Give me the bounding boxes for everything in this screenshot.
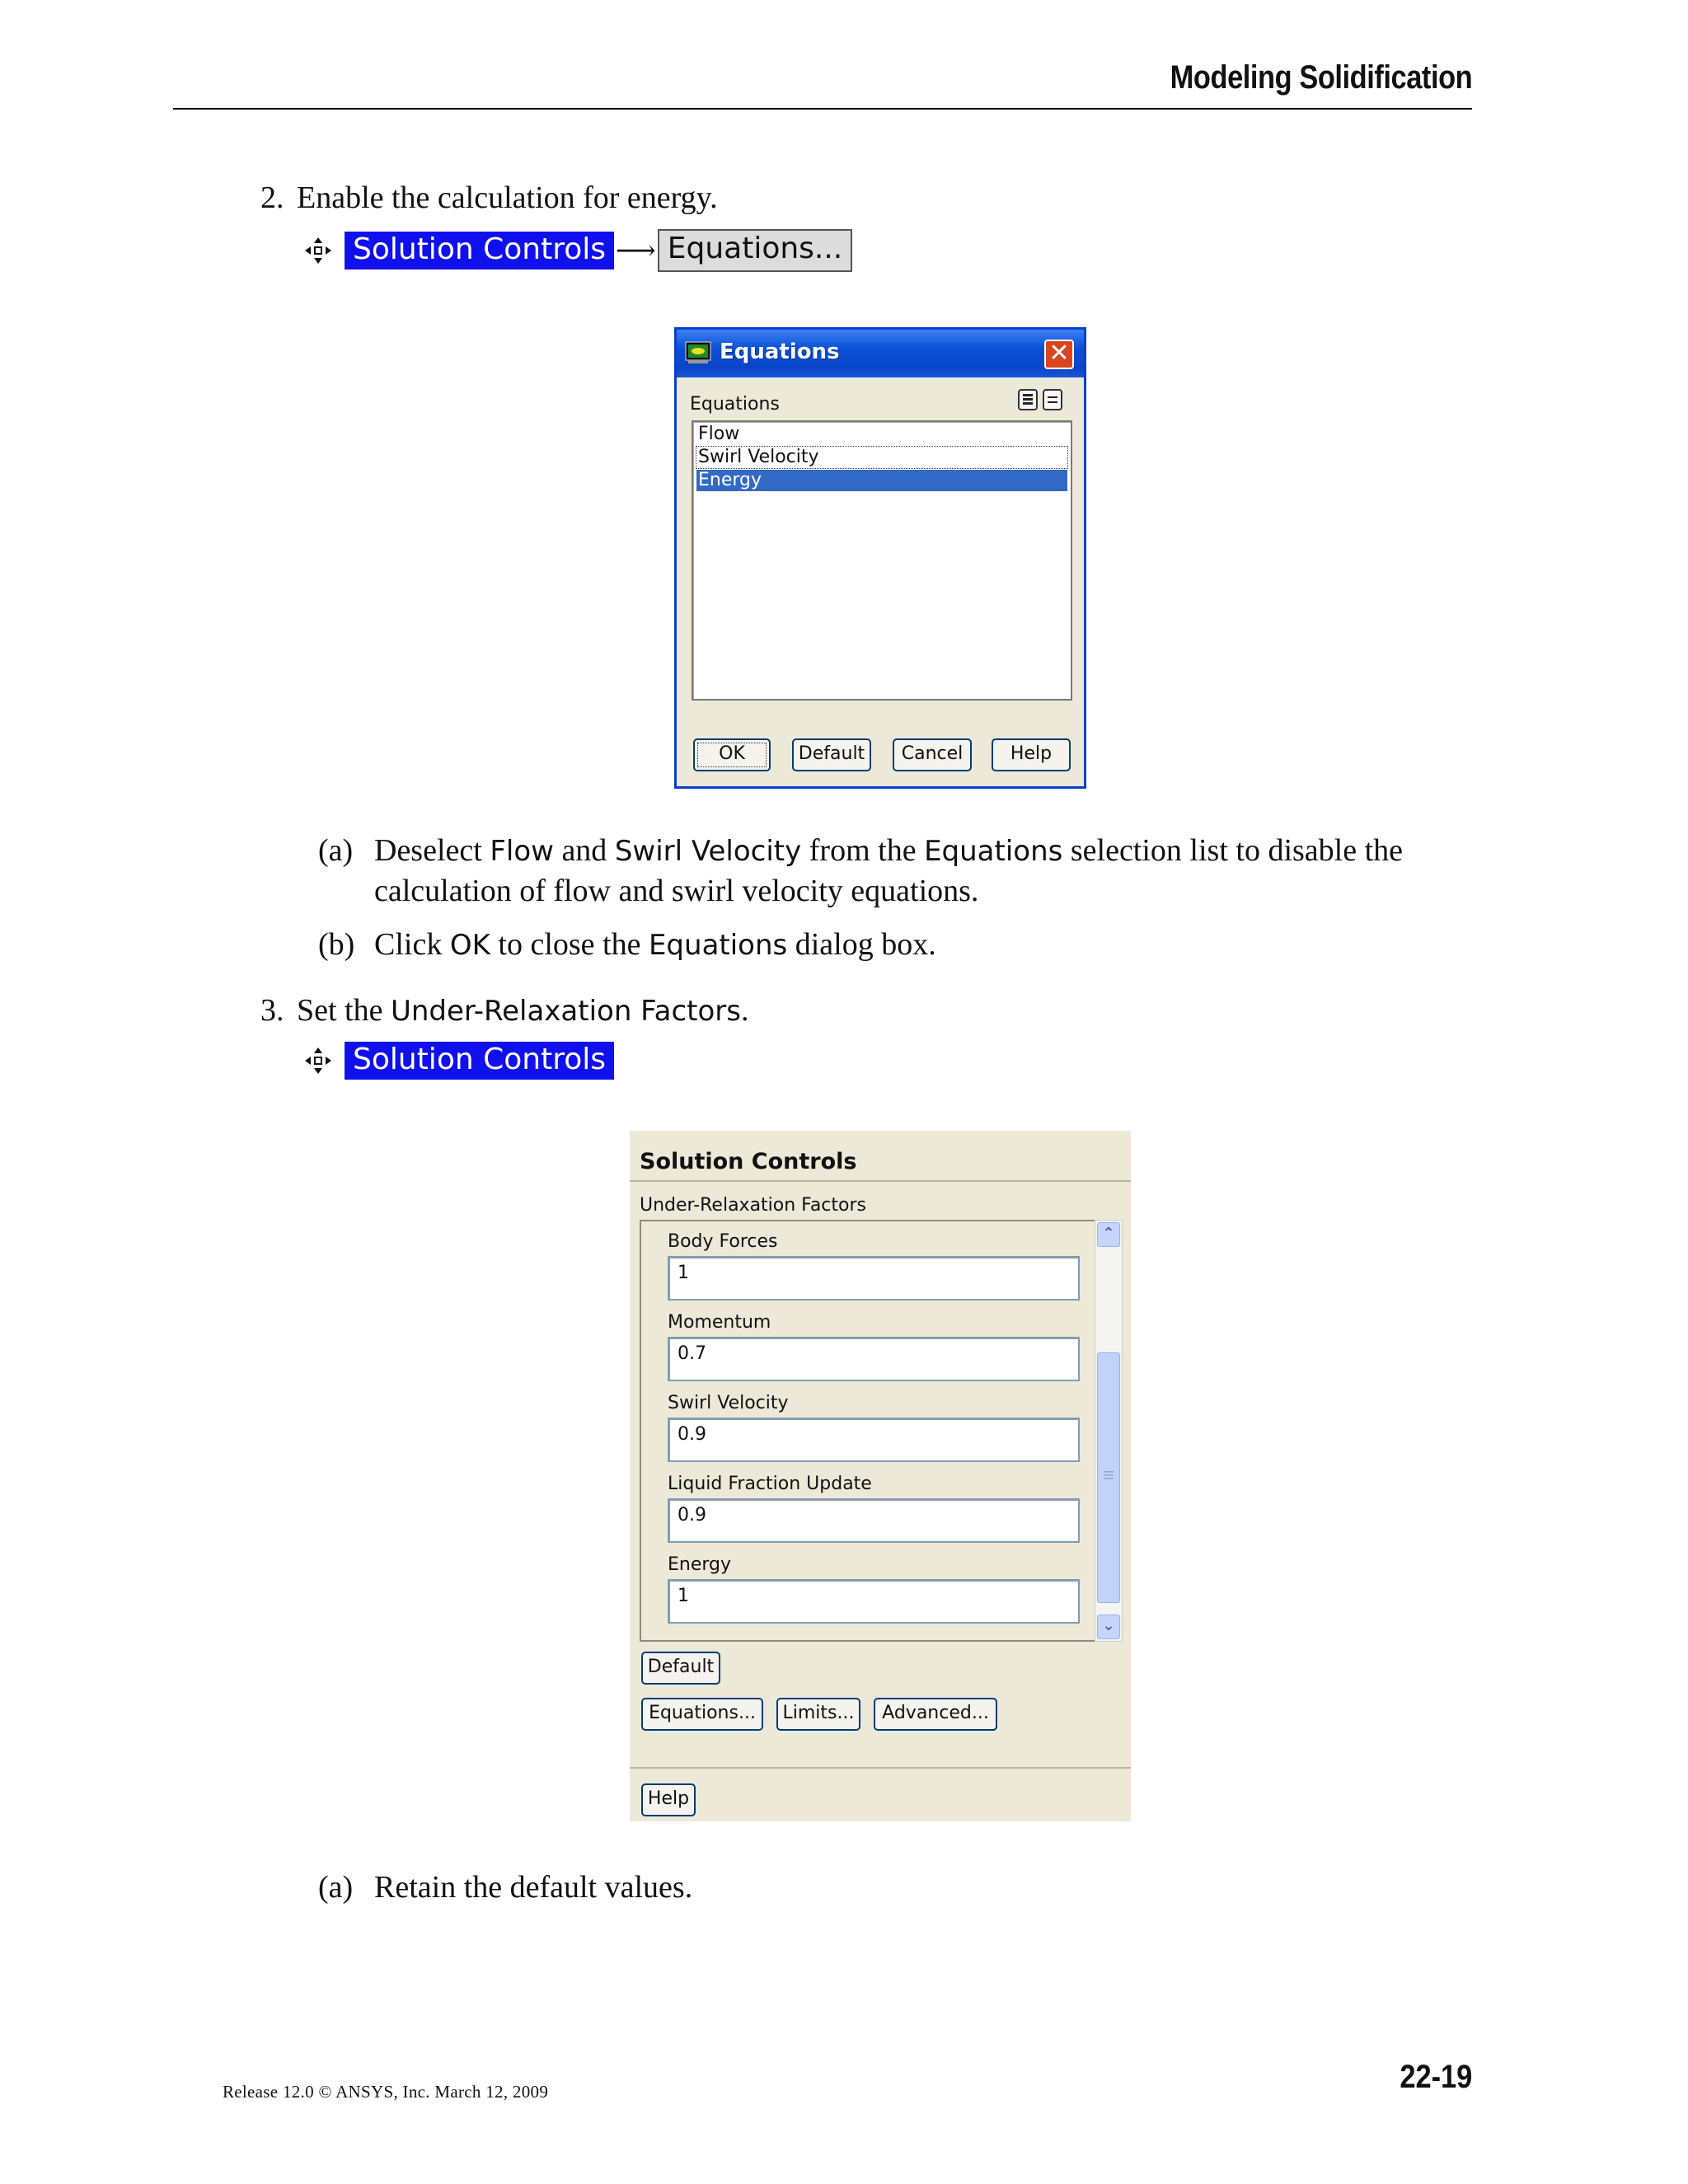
- step-2a-text: [374, 831, 1479, 911]
- equations-list[interactable]: [692, 420, 1072, 701]
- deselect-all-icon[interactable]: [1043, 389, 1062, 410]
- body-forces-field[interactable]: 1: [668, 1256, 1080, 1301]
- ui-term: OK: [449, 929, 490, 962]
- energy-label: Energy: [668, 1554, 732, 1575]
- page-header-title: Modeling Solidification: [1170, 59, 1472, 96]
- text-run: dialog box.: [787, 927, 936, 962]
- energy-field[interactable]: 1: [668, 1579, 1080, 1624]
- text-run: Click: [374, 927, 450, 962]
- step-3a: [318, 1868, 353, 1907]
- text-run: Deselect: [374, 833, 490, 868]
- advanced-button[interactable]: Advanced...: [874, 1698, 997, 1731]
- text-run: Set the: [297, 993, 391, 1028]
- text-run: to close the: [490, 927, 649, 962]
- help-button[interactable]: Help: [641, 1783, 696, 1816]
- solution-controls-link[interactable]: Solution Controls: [345, 1042, 614, 1080]
- ui-term: Flow: [490, 835, 554, 868]
- momentum-label: Momentum: [668, 1312, 771, 1333]
- step-2b-text: [374, 925, 936, 965]
- scroll-up-icon[interactable]: ⌃: [1097, 1222, 1120, 1247]
- equations-list-label: Equations: [690, 394, 780, 415]
- sub-marker: (a): [318, 1870, 354, 1905]
- sub-marker: (b): [318, 927, 355, 962]
- select-all-icon[interactable]: [1018, 389, 1038, 410]
- dialog-title: Equations: [720, 340, 840, 364]
- step-3a-text: Retain the default values.: [374, 1870, 693, 1905]
- swirl-velocity-field[interactable]: 0.9: [668, 1418, 1080, 1462]
- swirl-velocity-label: Swirl Velocity: [668, 1393, 789, 1413]
- list-item-energy[interactable]: Energy: [696, 470, 1067, 491]
- default-button[interactable]: Default: [641, 1652, 720, 1685]
- ui-term: Equations: [648, 929, 788, 962]
- list-item-swirl-velocity[interactable]: Swirl Velocity: [696, 447, 1067, 468]
- text-run: selection list to disable the: [1062, 833, 1403, 868]
- step-2a: [318, 831, 353, 870]
- step-text: Enable the calculation for energy.: [297, 180, 718, 215]
- bottom-divider: [630, 1767, 1131, 1769]
- equations-button[interactable]: Equations...: [641, 1698, 763, 1731]
- solution-controls-panel: [630, 1131, 1131, 1821]
- vertical-scrollbar[interactable]: [1095, 1220, 1123, 1642]
- under-relaxation-group: [640, 1220, 1095, 1642]
- group-label: Under-Relaxation Factors: [640, 1195, 866, 1216]
- step-number: 2.: [260, 180, 284, 215]
- tree-navigation-icon: [303, 236, 333, 265]
- sub-marker: (a): [318, 833, 354, 868]
- close-icon[interactable]: ✕: [1044, 340, 1074, 369]
- ui-term: Under-Relaxation Factors: [390, 995, 741, 1028]
- step-2: [260, 178, 718, 218]
- text-run: and: [553, 833, 615, 868]
- momentum-field[interactable]: 0.7: [668, 1337, 1080, 1381]
- step-2b: [318, 925, 354, 964]
- liquid-fraction-field[interactable]: 0.9: [668, 1498, 1080, 1543]
- text-run: calculation of flow and swirl velocity equations.: [374, 874, 979, 908]
- equations-dialog: [674, 327, 1086, 789]
- ok-button[interactable]: OK: [693, 738, 771, 771]
- liquid-fraction-label: Liquid Fraction Update: [668, 1474, 872, 1494]
- limits-button[interactable]: Limits...: [776, 1698, 860, 1731]
- step-2-nav: [303, 229, 852, 272]
- dialog-titlebar[interactable]: [677, 330, 1084, 377]
- cancel-button[interactable]: Cancel: [893, 738, 972, 771]
- footer-release: Release 12.0 © ANSYS, Inc. March 12, 2009: [223, 2082, 549, 2102]
- text-run: .: [740, 993, 749, 1028]
- solution-controls-link[interactable]: Solution Controls: [345, 232, 614, 269]
- ui-term: Equations: [924, 835, 1063, 868]
- default-button[interactable]: Default: [792, 738, 871, 771]
- panel-title: Solution Controls: [640, 1149, 857, 1174]
- step-3-nav: [303, 1042, 614, 1080]
- text-run: from the: [801, 833, 925, 868]
- step-number: 3.: [260, 993, 284, 1028]
- scroll-thumb[interactable]: [1097, 1352, 1120, 1603]
- scroll-down-icon[interactable]: ⌄: [1097, 1615, 1120, 1639]
- page-number: 22-19: [1400, 2059, 1472, 2095]
- header-rule: [173, 108, 1472, 110]
- tree-navigation-icon: [303, 1046, 333, 1076]
- body-forces-label: Body Forces: [668, 1231, 778, 1252]
- equations-button-ref[interactable]: Equations...: [658, 229, 853, 272]
- step-3: [260, 991, 748, 1031]
- nav-arrow: ⟶: [615, 236, 656, 266]
- list-item-flow[interactable]: Flow: [698, 424, 740, 444]
- ui-term: Swirl Velocity: [614, 835, 802, 868]
- help-button[interactable]: Help: [992, 738, 1071, 771]
- title-divider: [630, 1180, 1131, 1182]
- app-icon: [685, 341, 711, 364]
